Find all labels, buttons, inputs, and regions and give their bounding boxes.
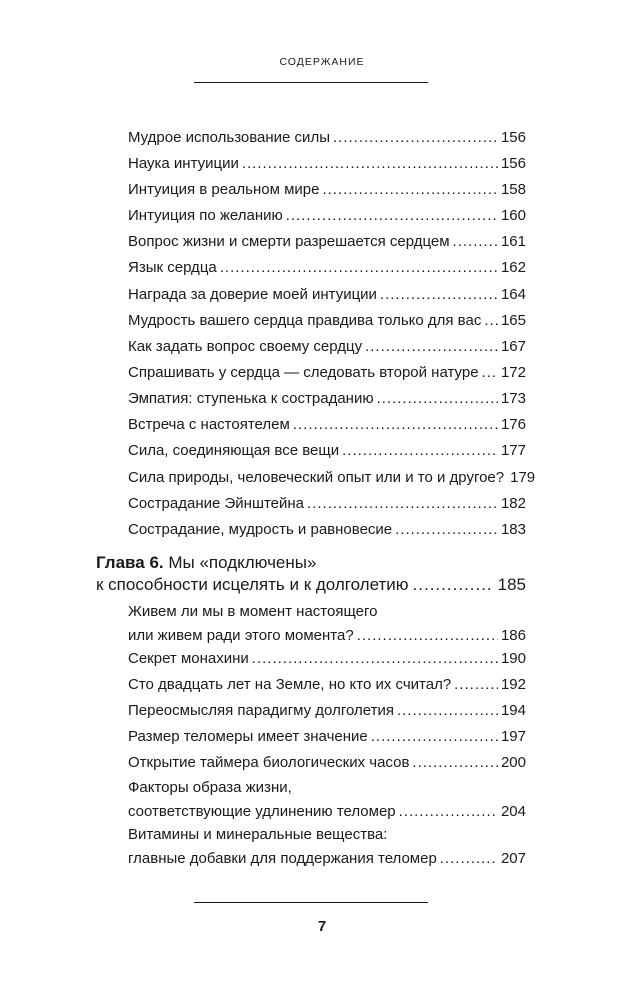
toc-entry-title-line2: соответствующие удлинению теломер: [128, 803, 396, 820]
toc-entry-title-line1: Живем ли мы в момент настоящего: [128, 603, 378, 620]
toc-entry-title: Интуиция в реальном мире: [128, 181, 320, 198]
toc-entry: [128, 283, 526, 307]
toc-entry-title: Размер теломеры имеет значение: [128, 728, 368, 745]
toc-entry-title: Мудрость вашего сердца правдива только для вас: [128, 312, 482, 329]
toc-entry-page: 165: [500, 312, 526, 329]
toc-entry: [128, 673, 526, 697]
toc-entry-page: 179: [510, 469, 536, 486]
toc-entry-page: 182: [500, 495, 526, 512]
leader-dots: [333, 126, 498, 150]
toc-entry-page: 156: [500, 129, 526, 146]
toc-entry-page: 167: [500, 338, 526, 355]
chapter-heading: [96, 552, 526, 596]
toc-entry: [128, 492, 526, 516]
toc-entry-title: Язык сердца: [128, 259, 217, 276]
toc-entry-title: Как задать вопрос своему сердцу: [128, 338, 363, 355]
leader-dots: [397, 699, 498, 723]
toc-entry-page: 162: [500, 259, 526, 276]
toc-entry-page: 158: [500, 181, 526, 198]
page-number: 7: [317, 918, 327, 935]
toc-entry: [128, 600, 526, 648]
header-rule: [194, 82, 428, 83]
toc-entry-page: 161: [500, 233, 526, 250]
toc-entry: [128, 413, 526, 437]
leader-dots: [293, 413, 498, 437]
toc-entry: [128, 647, 526, 671]
toc-entry-title: Встреча с настоятелем: [128, 416, 290, 433]
leader-dots: [482, 361, 498, 385]
chapter-title-line2: к способности исцелять и к долголетию: [96, 575, 409, 594]
toc-entry: [128, 126, 526, 150]
leader-dots: [395, 518, 498, 542]
toc-entry-title: Интуиция по желанию: [128, 207, 283, 224]
leader-dots: [242, 152, 498, 176]
toc-entry-page: 176: [500, 416, 526, 433]
toc-entry: [128, 466, 536, 490]
running-head: СОДЕРЖАНИЕ: [279, 56, 365, 68]
toc-entry-page: 194: [500, 702, 526, 719]
leader-dots: [307, 492, 498, 516]
toc-entry-page: 186: [500, 627, 526, 644]
toc-entry: [128, 751, 526, 775]
toc-entry-page: 197: [500, 728, 526, 745]
toc-entry-page: 200: [500, 754, 526, 771]
leader-dots: [454, 673, 498, 697]
toc-entry-title: Наука интуиции: [128, 155, 239, 172]
leader-dots: [365, 335, 498, 359]
leader-dots: [380, 283, 498, 307]
toc-entry-title-line2: или живем ради этого момента?: [128, 627, 354, 644]
toc-entry: [128, 230, 526, 254]
chapter-title-line1: Мы «подключены»: [168, 553, 317, 572]
toc-entry-title: Сила, соединяющая все вещи: [128, 442, 340, 459]
chapter-page: 185: [497, 575, 526, 594]
toc-entry-title-line1: Факторы образа жизни,: [128, 779, 292, 796]
leader-dots: [357, 624, 498, 648]
leader-dots: [342, 439, 498, 463]
toc-entry-page: 156: [500, 155, 526, 172]
toc-entry-page: 160: [500, 207, 526, 224]
toc-entry-title: Сила природы, человеческий опыт или и то и другое?: [128, 469, 505, 486]
toc-entry: [128, 152, 526, 176]
leader-dots: [413, 574, 494, 596]
toc-entry: [128, 204, 526, 228]
toc-entry-page: 190: [500, 650, 526, 667]
toc-entry-page: 204: [500, 803, 526, 820]
toc-entry: [128, 518, 526, 542]
toc-entry: [128, 725, 526, 749]
toc-entry-title: Переосмысляя парадигму долголетия: [128, 702, 394, 719]
toc-entry-page: 177: [500, 442, 526, 459]
leader-dots: [453, 230, 498, 254]
toc-entry-page: 172: [500, 364, 526, 381]
leader-dots: [399, 800, 498, 824]
toc-entry-title-line1: Витамины и минеральные вещества:: [128, 826, 388, 843]
footer-rule: [194, 902, 428, 903]
leader-dots: [286, 204, 498, 228]
leader-dots: [440, 847, 498, 871]
leader-dots: [377, 387, 498, 411]
toc-entry-title: Секрет монахини: [128, 650, 249, 667]
toc-entry-title: Награда за доверие моей интуиции: [128, 286, 377, 303]
toc-entry: [128, 309, 526, 333]
toc-entry-page: 183: [500, 521, 526, 538]
toc-entry: [128, 699, 526, 723]
toc-entry: [128, 823, 526, 871]
toc-entry-title: Мудрое использование силы: [128, 129, 330, 146]
toc-entry-title: Сто двадцать лет на Земле, но кто их считал?: [128, 676, 452, 693]
toc-entry-page: 207: [500, 850, 526, 867]
toc-entry: [128, 256, 526, 280]
leader-dots: [371, 725, 498, 749]
toc-entry: [128, 387, 526, 411]
toc-entry-title: Сострадание, мудрость и равновесие: [128, 521, 393, 538]
toc-entry-title: Открытие таймера биологических часов: [128, 754, 410, 771]
toc-entry-page: 192: [500, 676, 526, 693]
toc-entry: [128, 178, 526, 202]
leader-dots: [220, 256, 498, 280]
toc-entry-page: 164: [500, 286, 526, 303]
toc-entry-title-line2: главные добавки для поддержания теломер: [128, 850, 437, 867]
leader-dots: [322, 178, 498, 202]
toc-entry-page: 173: [500, 390, 526, 407]
toc-entry-title: Спрашивать у сердца — следовать второй натуре: [128, 364, 479, 381]
toc-entry-title: Вопрос жизни и смерти разрешается сердцем: [128, 233, 450, 250]
toc-entry: [128, 361, 526, 385]
leader-dots: [484, 309, 498, 333]
toc-entry-title: Эмпатия: ступенька к состраданию: [128, 390, 374, 407]
leader-dots: [412, 751, 498, 775]
toc-entry: [128, 335, 526, 359]
toc-entry: [128, 776, 526, 824]
leader-dots: [252, 647, 498, 671]
toc-entry: [128, 439, 526, 463]
toc-entry-title: Сострадание Эйнштейна: [128, 495, 305, 512]
chapter-label: Глава 6.: [96, 553, 164, 572]
